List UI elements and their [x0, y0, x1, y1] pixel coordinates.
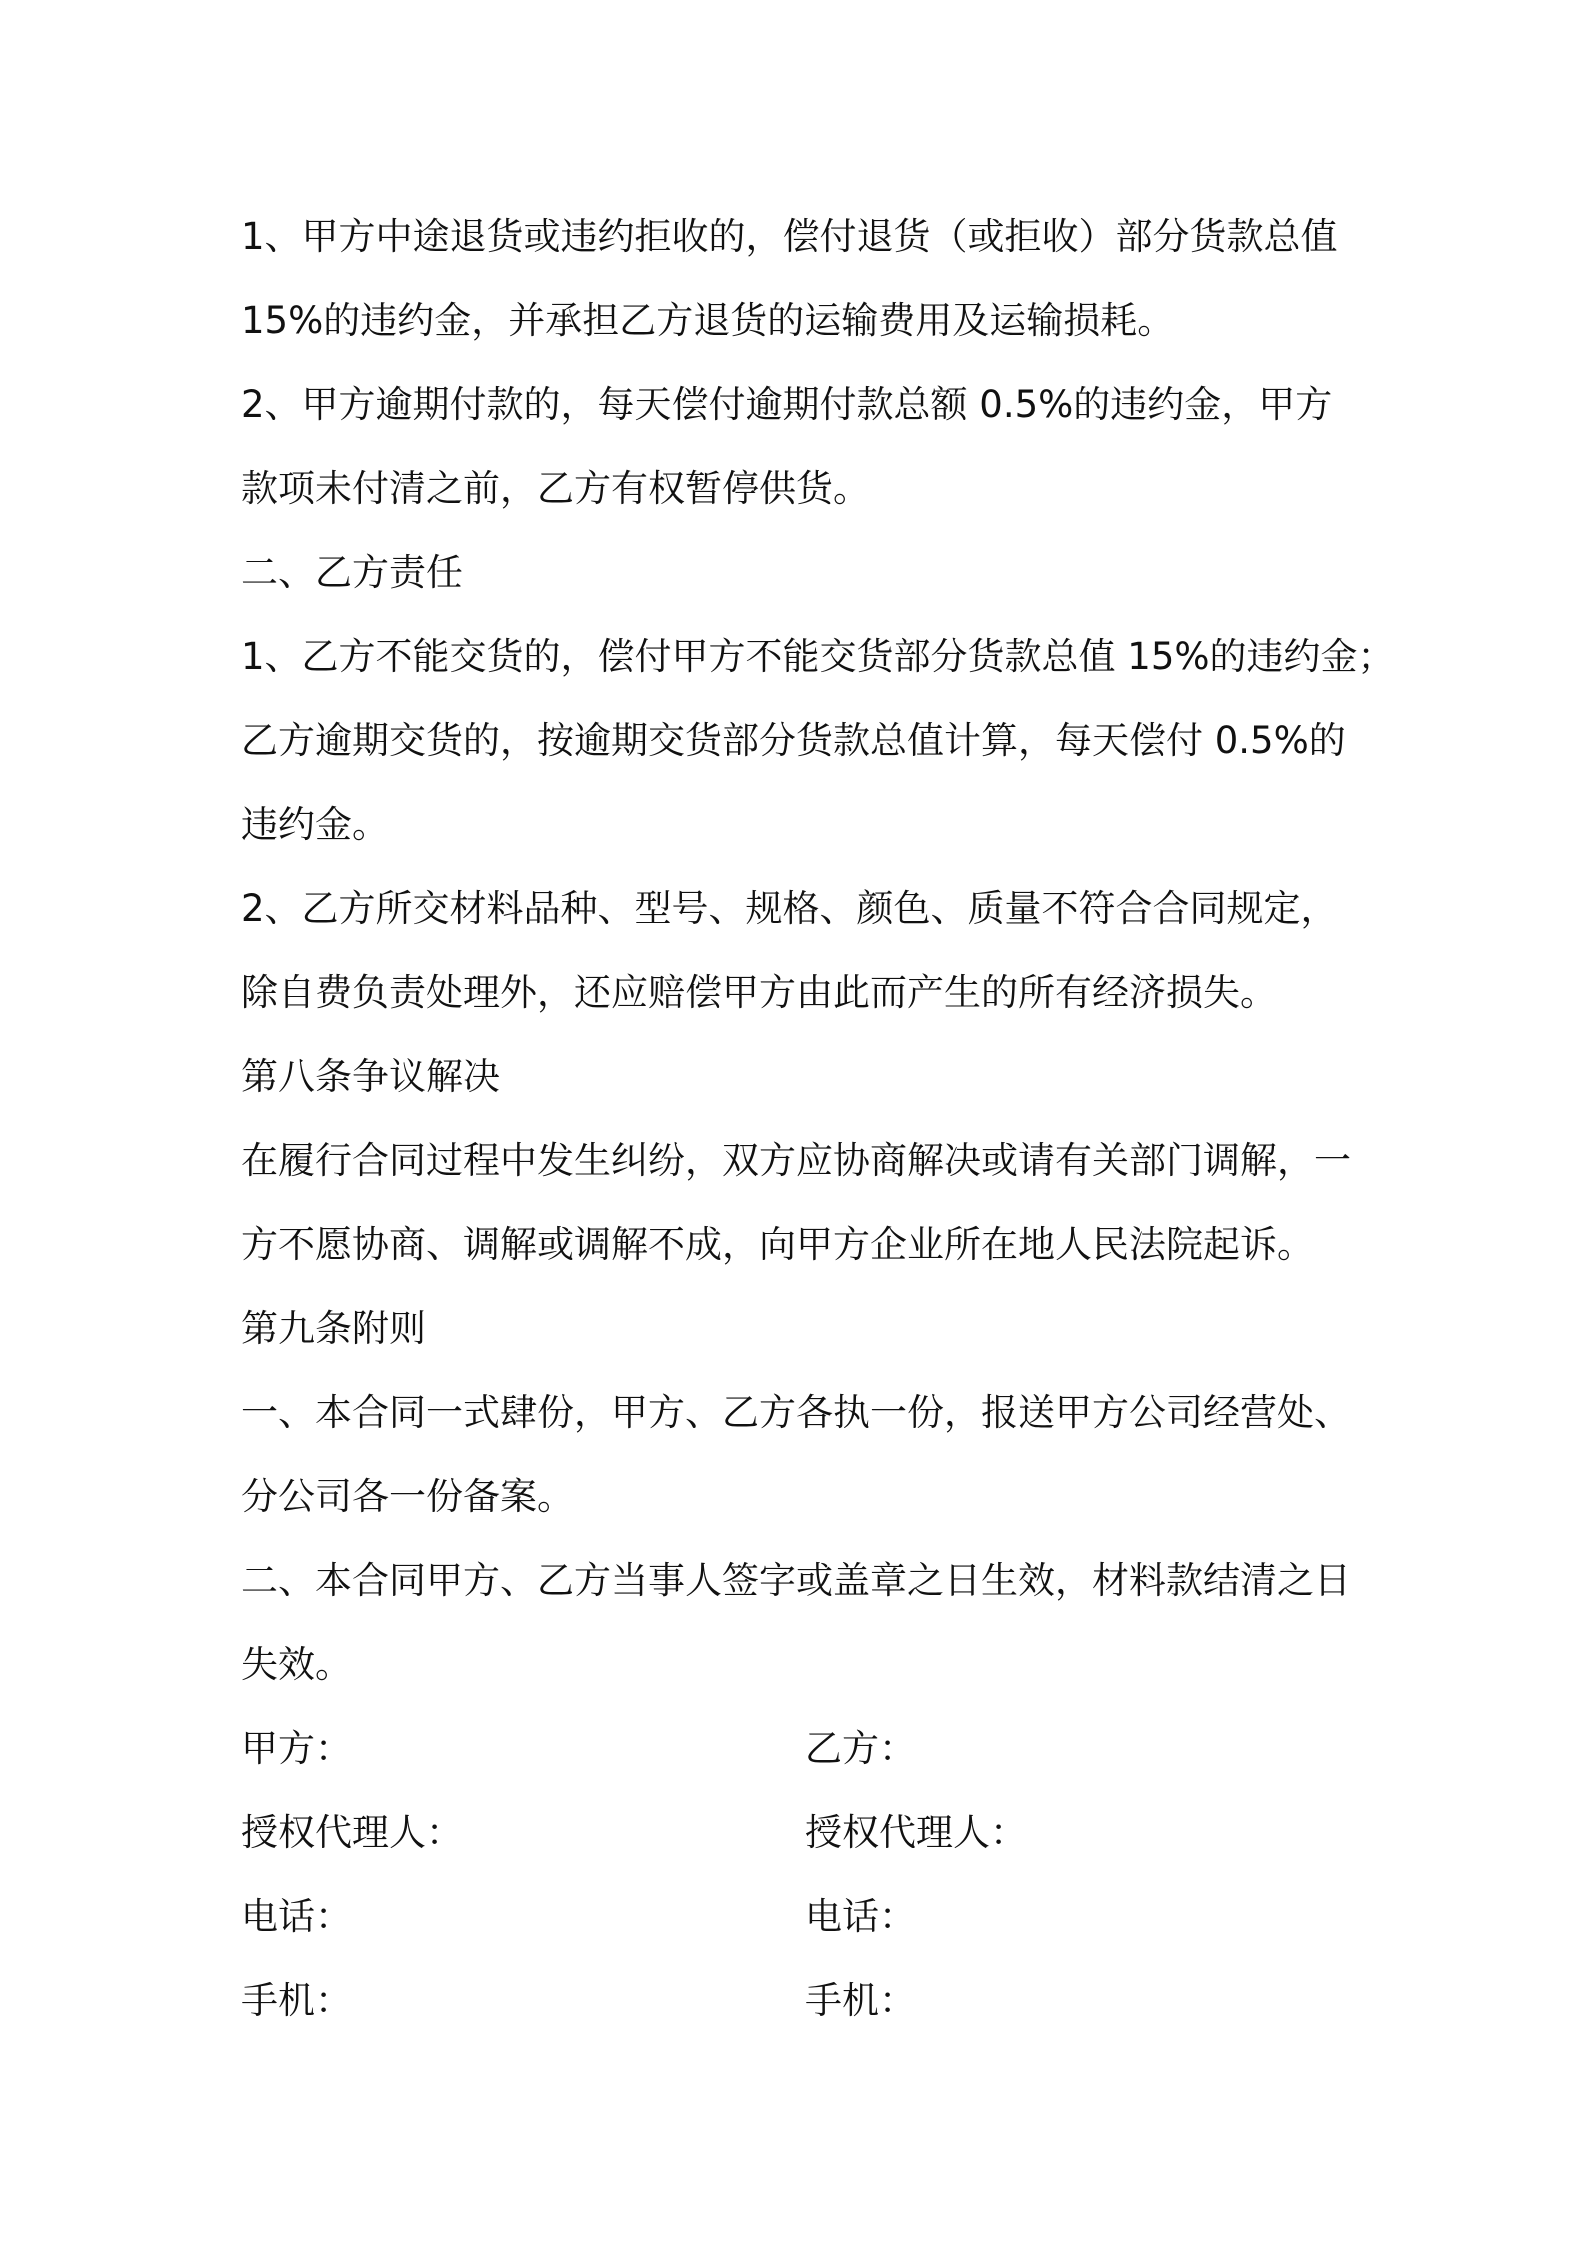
clause-line: 1、乙方不能交货的，偿付甲方不能交货部分货款总值 15%的违约金； — [241, 635, 1395, 678]
party-a-phone-label: 电话： — [241, 1895, 352, 1938]
clause-line: 除自费负责处理外，还应赔偿甲方由此而产生的所有经济损失。 — [241, 971, 1277, 1014]
clause-line: 15%的违约金，并承担乙方退货的运输费用及运输损耗。 — [241, 299, 1175, 342]
clause-line: 2、乙方所交材料品种、型号、规格、颜色、质量不符合合同规定， — [241, 887, 1338, 930]
clause-line: 款项未付清之前，乙方有权暂停供货。 — [241, 467, 870, 510]
party-a-agent-label: 授权代理人： — [241, 1811, 463, 1854]
clause-line: 一、本合同一式肆份，甲方、乙方各执一份，报送甲方公司经营处、 — [241, 1391, 1351, 1434]
signature-row — [241, 1791, 1356, 1875]
article-heading: 第八条争议解决 — [241, 1055, 500, 1098]
clause-line: 乙方逾期交货的，按逾期交货部分货款总值计算，每天偿付 0.5%的 — [241, 719, 1346, 762]
clause-line: 失效。 — [241, 1643, 352, 1686]
article-heading: 第九条附则 — [241, 1307, 426, 1350]
clause-line: 在履行合同过程中发生纠纷，双方应协商解决或请有关部门调解，一 — [241, 1139, 1351, 1182]
clause-line: 违约金。 — [241, 803, 389, 846]
party-b-agent-label: 授权代理人： — [805, 1811, 1027, 1854]
party-a-label: 甲方： — [241, 1727, 352, 1770]
signature-row — [241, 1959, 1356, 2043]
clause-line: 二、本合同甲方、乙方当事人签字或盖章之日生效，材料款结清之日 — [241, 1559, 1351, 1602]
party-b-phone-label: 电话： — [805, 1895, 916, 1938]
clause-line: 2、甲方逾期付款的，每天偿付逾期付款总额 0.5%的违约金，甲方 — [241, 383, 1333, 426]
section-heading: 二、乙方责任 — [241, 551, 463, 594]
signature-row — [241, 1875, 1356, 1959]
party-b-label: 乙方： — [805, 1727, 916, 1770]
clause-line: 方不愿协商、调解或调解不成，向甲方企业所在地人民法院起诉。 — [241, 1223, 1314, 1266]
party-b-mobile-label: 手机： — [805, 1979, 916, 2022]
document-body — [241, 195, 1395, 2043]
clause-line: 分公司各一份备案。 — [241, 1475, 574, 1518]
party-a-mobile-label: 手机： — [241, 1979, 352, 2022]
clause-line: 1、甲方中途退货或违约拒收的，偿付退货（或拒收）部分货款总值 — [241, 215, 1338, 258]
signature-row — [241, 1707, 1356, 1791]
